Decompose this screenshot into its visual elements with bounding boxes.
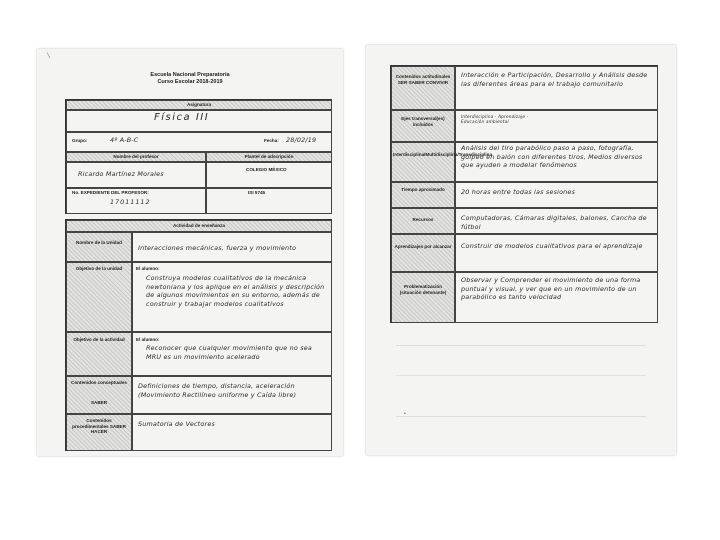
- tiempo-value: 20 horas entre todas las sesiones: [461, 188, 576, 196]
- fecha-label: Fecha:: [264, 138, 279, 143]
- plantel-value: COLEGIO MÉXICO: [246, 167, 287, 172]
- info-table: [65, 99, 332, 214]
- interdisciplina-value: Análisis del tiro parabólico paso a paso, fotografía, golpeo en balón con diferentes tiros, Medios diversos que ayuden a modelar fenómenos: [461, 144, 643, 169]
- document-header: [37, 72, 343, 85]
- unidad-label: Nombre de la Unidad: [76, 240, 122, 245]
- document-page-right: [366, 45, 676, 455]
- recursos-value: Computadoras, Cámaras digitales, balones, Cancha de fútbol: [461, 214, 647, 231]
- unidad-value: Interacciones mecánicas, fuerza y movimiento: [138, 244, 297, 252]
- grupo-label: Grupo:: [72, 138, 88, 143]
- document-page-left: [37, 49, 343, 456]
- obj-actividad-prefix: El alumno:: [136, 337, 160, 342]
- obj-actividad-label: Objetivo de la actividad: [73, 337, 125, 342]
- scan-mark: ╲: [47, 53, 51, 59]
- saber-label: SABER: [90, 400, 108, 405]
- expediente-label: No. EXPEDIENTE DEL PROFESOR:: [72, 190, 149, 195]
- problematizacion-value: Observar y Comprender el movimiento de una forma puntual y visual, y ver que en un movimiento de un parabólico es tanto velocidad: [461, 276, 641, 301]
- grupo-value: 4º A-B-C: [110, 136, 139, 144]
- asignatura-value: Física III: [154, 112, 210, 123]
- actividad-label: Actividad de enseñanza: [172, 223, 226, 228]
- aprendizajes-value: Construir de modelos cualitativos para el aprendizaje: [461, 242, 643, 250]
- procedimentales-value: Sumatoria de Vectores: [138, 420, 215, 428]
- profesor-value: Ricardo Martínez Morales: [78, 170, 164, 178]
- actitudinales-value: Interacción e Participación, Desarrollo y Análisis desde las diferentes áreas para el trabajo comunitario: [461, 71, 648, 88]
- interdisciplina-label: Interdisciplina/Multidisciplina/Transdisciplina: [393, 152, 493, 157]
- recursos-label: Recursos: [412, 217, 434, 222]
- obj-actividad-text: Reconocer que cualquier movimiento que no sea MRU es un movimiento acelerado: [146, 344, 313, 361]
- obj-unidad-text: Construya modelos cualitativos de la mecánica newtoniana y los aplique en el análisis y descripción de algunos movimientos en su entorno, además de construir y trabajar modelos cualitativos: [146, 274, 325, 308]
- profesor-label: Nombre del profesor: [113, 154, 159, 159]
- bleed-through: [396, 345, 646, 417]
- conceptuales-value: Definiciones de tiempo, distancia, aceleración (Movimiento Rectilíneo uniforme y Caída libre): [138, 382, 297, 399]
- school-year: Curso Escolar 2018-2019: [157, 78, 223, 85]
- actitudinales-label: Contenidos actitudinales SER SABER CONVIVIR: [395, 74, 451, 85]
- isi-value: ISI 5745: [248, 190, 266, 195]
- plantel-label: Plantel de adscripción: [244, 154, 294, 159]
- conceptuales-label: Contenidos conceptuales: [71, 380, 127, 385]
- aprendizajes-label: Aprendizajes por alcanzar: [394, 244, 452, 249]
- obj-unidad-prefix: El alumno:: [136, 266, 160, 271]
- ejes-label: Ejes transversal(es) incluidos: [401, 116, 445, 127]
- continuation-table: [390, 65, 658, 323]
- asignatura-label: Asignatura: [187, 102, 211, 107]
- procedimentales-label: Contenidos procedimentales SABER HACER: [72, 418, 126, 435]
- problematizacion-label: Problematización (situación detonante): [399, 284, 447, 295]
- fecha-value: 28/02/19: [286, 136, 317, 144]
- school-name: Escuela Nacional Preparatoria: [150, 72, 230, 78]
- expediente-value: 17011112: [110, 198, 151, 206]
- obj-unidad-label: Objetivo de la unidad: [75, 266, 123, 271]
- activity-table: [65, 219, 332, 451]
- scan-mark: •: [404, 411, 406, 417]
- ejes-value: Interdisciplina · Aprendizaje · Educación ambiental: [461, 114, 529, 125]
- tiempo-label: Tiempo aproximado: [401, 187, 445, 192]
